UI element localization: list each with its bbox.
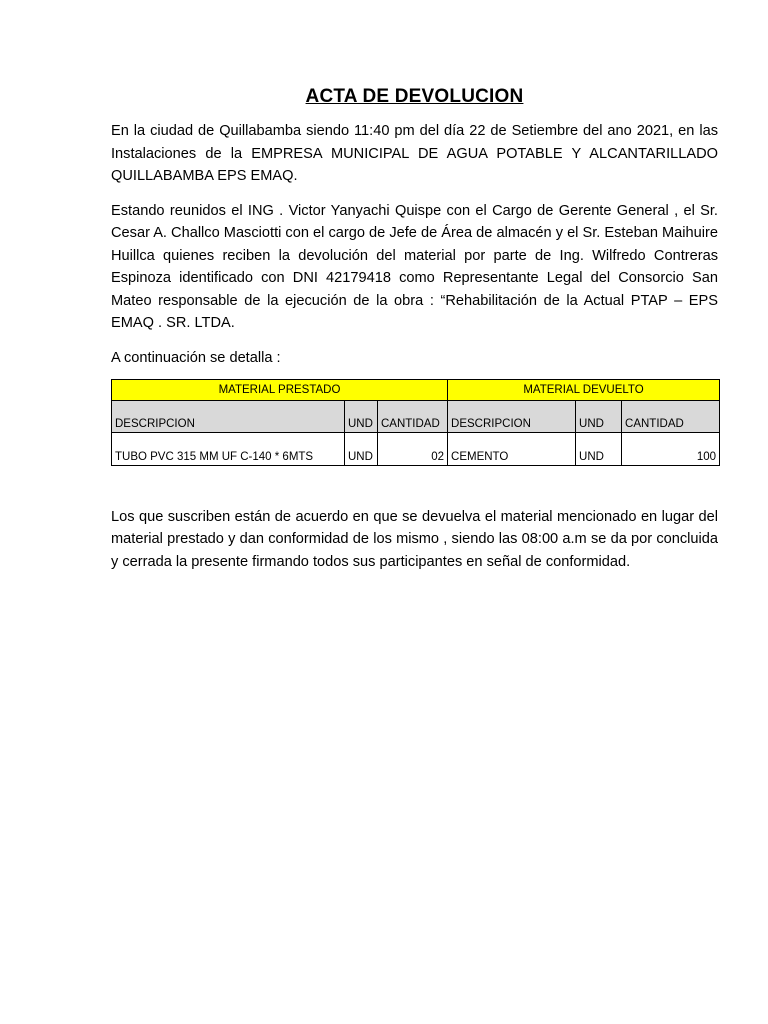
cell-und-prestado: UND [345,432,378,465]
closing-paragraph: Los que suscriben están de acuerdo en que se devuelva el material mencionado en lugar del material prestado y dan conformidad de los mismo , siendo las 08:00 a.m se da por concluida y cerrada la presente firmando todos sus participantes en señal de conformidad. [111,508,718,570]
col-header-cantidad-devuelto: CANTIDAD [622,400,720,432]
col-header-und-devuelto: UND [576,400,622,432]
materials-table [111,379,720,466]
attendees-paragraph: Estando reunidos el ING . Victor Yanyachi Quispe con el Cargo de Gerente General , el Sr. Cesar A. Challco Masciotti con el cargo de Jefe de Área de almacén y el Sr. Esteban Maihuire Huillca quienes reciben la devolución del material por parte de Ing. Wilfredo Contreras Espinoza identificado con DNI 42179418 como Representante Legal del Consorcio San Mateo responsable de la ejecución de la obra : “Rehabilitación de la Actual PTAP – EPS EMAQ . SR. LTDA. [111,202,718,331]
document-page [111,86,718,585]
cell-descripcion-prestado: TUBO PVC 315 MM UF C-140 * 6MTS [112,432,345,465]
table-row [112,432,720,465]
cell-cantidad-devuelto: 100 [622,432,720,465]
document-title: ACTA DE DEVOLUCION [305,86,524,107]
detail-lead: A continuación se detalla : [111,349,281,366]
cell-cantidad-prestado: 02 [378,432,448,465]
col-header-und-prestado: UND [345,400,378,432]
material-devuelto-header: MATERIAL DEVUELTO [448,379,720,400]
material-prestado-header: MATERIAL PRESTADO [112,379,448,400]
table-column-header-row [112,400,720,432]
col-header-cantidad-prestado: CANTIDAD [378,400,448,432]
cell-und-devuelto: UND [576,432,622,465]
cell-descripcion-devuelto: CEMENTO [448,432,576,465]
table-group-header-row [112,379,720,400]
col-header-descripcion-devuelto: DESCRIPCION [448,400,576,432]
intro-paragraph: En la ciudad de Quillabamba siendo 11:40 pm del día 22 de Setiembre del ano 2021, en las Instalaciones de la EMPRESA MUNICIPAL DE AGUA POTABLE Y ALCANTARILLADO QUILLABAMBA EPS EMAQ. [111,123,718,184]
col-header-descripcion-prestado: DESCRIPCION [112,400,345,432]
